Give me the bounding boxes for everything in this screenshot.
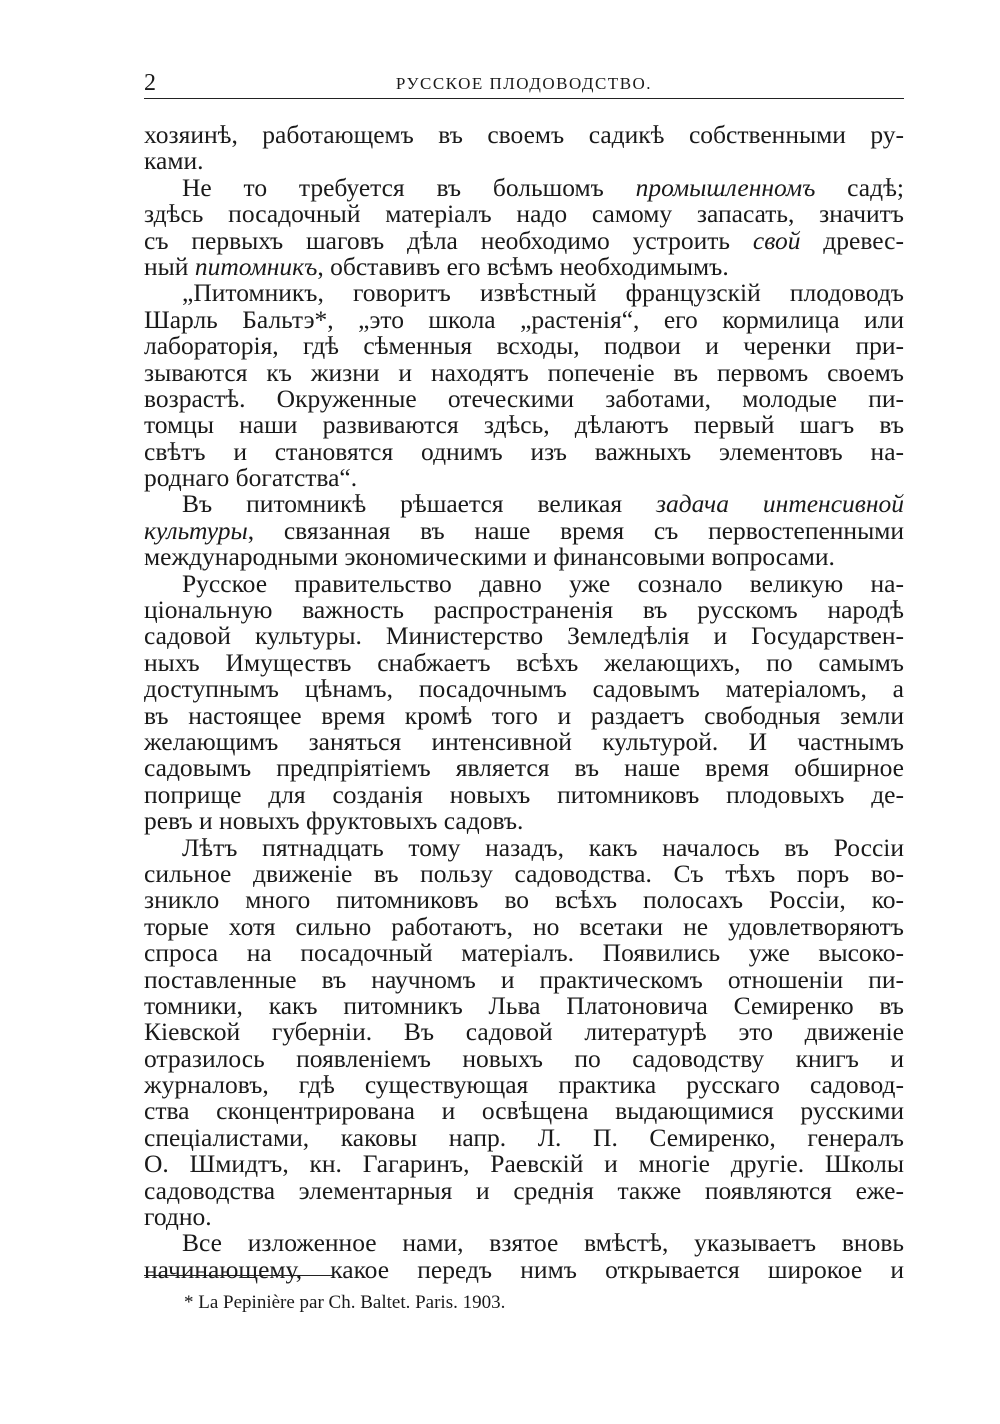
text-line: сильное движеніе въ пользу садоводства. Съ тѣхъ поръ во- xyxy=(144,858,904,888)
text-line: возрастѣ. Окруженные отеческими заботами, молодые пи- xyxy=(144,383,904,413)
text-line: годно. xyxy=(144,1202,212,1232)
text-line: Лѣтъ пятнадцать тому назадъ, какъ началось въ Россіи xyxy=(182,832,904,862)
text-line: здѣсь посадочный матеріалъ надо самому запасать, значитъ xyxy=(144,199,904,229)
line-start: Не то требуется въ большомъ xyxy=(182,172,636,202)
line-tail: , связанная въ наше время съ первостепенными xyxy=(247,515,904,545)
text-line: роднаго богатства“. xyxy=(144,463,358,493)
text-line: томцы наши развиваются здѣсь, дѣлаютъ первый шагъ въ xyxy=(144,410,904,440)
text-line: зываются къ жизни и находятъ попеченіе въ первомъ своемъ xyxy=(144,357,904,387)
line-start: съ первыхъ шаговъ дѣла необходимо устроить xyxy=(144,225,753,255)
text-line: „Питомникъ, говоритъ извѣстный французскій плодоводъ xyxy=(182,278,904,308)
text-line xyxy=(144,515,904,545)
text-line: ціональную важность распространенія въ русскомъ народѣ xyxy=(144,595,904,625)
italic-term: культуры xyxy=(144,515,248,545)
text-line: зникло много питомниковъ во всѣхъ полосахъ Россіи, ко- xyxy=(144,885,904,915)
text-line: поставленные въ научномъ и практическомъ отношеніи пи- xyxy=(144,964,904,994)
italic-term: задача интенсивной xyxy=(656,489,904,519)
footnote: * La Pepinière par Ch. Baltet. Paris. 1903. xyxy=(184,1292,506,1313)
text-line: Русское правительство давно уже сознало великую на- xyxy=(182,568,904,598)
text-line: Шарль Бальтэ*, „это школа „растенія“, его кормилица или xyxy=(144,304,904,334)
line-start: Въ питомникѣ рѣшается великая xyxy=(182,489,657,519)
text-line: ками. xyxy=(144,146,204,176)
text-line xyxy=(144,225,904,255)
line-tail: , обставивъ его всѣмъ необходимымъ. xyxy=(317,251,729,281)
body-text xyxy=(144,122,904,1283)
text-line: томники, какъ питомникъ Льва Платоновича Семиренко въ xyxy=(144,990,904,1020)
text-line xyxy=(144,251,904,281)
text-line: Кіевской губерніи. Въ садовой литературѣ это движеніе xyxy=(144,1017,904,1047)
line-tail: древес- xyxy=(800,225,904,255)
italic-term: свой xyxy=(752,225,801,255)
text-line: журналовъ, гдѣ существующая практика русскаго садовод- xyxy=(144,1070,904,1100)
page-number: 2 xyxy=(144,70,156,96)
text-line: желающимъ заняться интенсивной культурой. И частнымъ xyxy=(144,726,904,756)
text-line: торые хотя сильно работаютъ, но всетаки не удовлетворяютъ xyxy=(144,911,904,941)
text-line: лабораторія, гдѣ сѣменныя всходы, подвои и черенки при- xyxy=(144,331,904,361)
text-line: поприще для созданія новыхъ питомниковъ плодовыхъ де- xyxy=(144,779,904,809)
text-line: садовымъ предпріятіемъ является въ наше время обширное xyxy=(144,753,904,783)
text-line: спеціалистами, каковы напр. Л. П. Семиренко, генералъ xyxy=(144,1122,904,1152)
text-line xyxy=(144,172,904,202)
text-line: хозяинѣ, работающемъ въ своемъ садикѣ собственными ру- xyxy=(144,120,904,149)
text-line: ства сконцентрирована и освѣщена выдающимися русскими xyxy=(144,1096,904,1126)
footnote-rule xyxy=(144,1275,334,1276)
text-line: ревъ и новыхъ фруктовыхъ садовъ. xyxy=(144,806,524,836)
text-line: О. Шмидтъ, кн. Гагаринъ, Раевскій и многіе другіе. Школы xyxy=(144,1149,904,1179)
text-line: ныхъ Имуществъ снабжаетъ всѣхъ желающихъ, по самымъ xyxy=(144,647,904,677)
line-tail: садѣ; xyxy=(815,172,904,202)
page-header xyxy=(144,70,904,99)
text-line: садовой культуры. Министерство Земледѣлія и Государствен- xyxy=(144,621,904,651)
text-line xyxy=(144,491,904,517)
text-line: международными экономическими и финансовыми вопросами. xyxy=(144,542,835,572)
italic-term: промышленномъ xyxy=(635,172,816,202)
text-line: спроса на посадочный матеріалъ. Появились уже высоко- xyxy=(144,938,904,968)
text-line: доступнымъ цѣнамъ, посадочнымъ садовымъ матеріаломъ, а xyxy=(144,674,904,704)
line-start: ный xyxy=(144,251,195,281)
text-line: свѣтъ и становятся однимъ изъ важныхъ элементовъ на- xyxy=(144,436,904,466)
text-line: Все изложенное нами, взятое вмѣстѣ, указываетъ вновь xyxy=(182,1228,904,1258)
italic-term: питомникъ xyxy=(194,251,318,281)
text-line: садоводства элементарныя и среднія также появляются еже- xyxy=(144,1175,904,1205)
text-line: отразилось появленіемъ новыхъ по садоводству книгъ и xyxy=(144,1043,904,1073)
text-line: начинающему, какое передъ нимъ открывается широкое и xyxy=(144,1254,904,1284)
running-title: РУССКОЕ ПЛОДОВОДСТВО. xyxy=(395,74,653,93)
text-line: въ настоящее время кромѣ того и раздаетъ свободныя земли xyxy=(144,700,904,730)
